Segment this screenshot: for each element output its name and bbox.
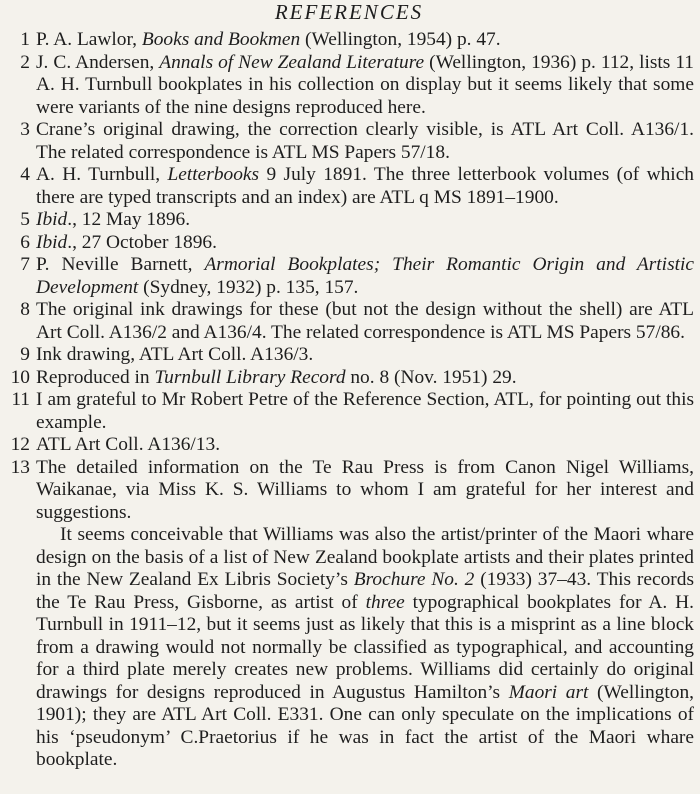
reference-note — [4, 209, 694, 232]
text-run: (Sydney, 1932) p. 135, 157. — [138, 276, 359, 298]
reference-note — [4, 52, 694, 120]
reference-note — [4, 434, 694, 457]
reference-text — [36, 389, 694, 434]
reference-text — [36, 164, 694, 209]
reference-number: 4 — [20, 164, 30, 185]
text-run: ., 12 May 1896. — [67, 209, 191, 230]
reference-number: 1 — [20, 29, 30, 50]
closing-paragraph — [36, 524, 694, 772]
text-run: P. A. Lawlor, — [36, 29, 142, 50]
reference-list — [4, 29, 694, 524]
text-run: no. 8 (Nov. 1951) 29. — [345, 366, 517, 388]
reference-text — [36, 434, 694, 457]
reference-text — [36, 29, 694, 52]
text-run: The detailed information on the Te Rau Press is from Canon Nigel Williams, Waikanae, via Miss K. S. Williams to whom I am grateful for her interest and suggestions. — [36, 456, 694, 523]
reference-number: 9 — [20, 344, 30, 365]
text-run: J. C. Andersen, — [36, 51, 160, 73]
reference-text — [36, 119, 694, 164]
reference-note — [4, 367, 694, 390]
text-run: (Wellington, 1936) p. 112, lists 11 A. H. Turnbull bookplates in his collection on display but it seems likely that some were variants of the nine designs reproduced here. — [36, 51, 694, 118]
reference-text — [36, 52, 694, 120]
reference-number: 2 — [20, 51, 30, 73]
reference-note — [4, 119, 694, 164]
italic-title: Ibid — [36, 209, 68, 230]
reference-text — [36, 344, 694, 367]
text-run: (Wellington, 1901); they are ATL Art Coll. E331. One can only speculate on the implications of his ‘pseudonym’ C.Praetorius if he was in fact the artist of the Maori whare bookplate. — [36, 681, 695, 770]
reference-number: 7 — [20, 254, 30, 275]
text-run: typographical bookplates for A. H. Turnbull in 1911–12, but it seems just as likely that this is a misprint as a line block from a drawing would not normally be classified as typographical, and accounting for a third plate merely creates new problems. Williams did certainly do original drawings for designs reproduced in Augustus Hamilton’s — [36, 591, 694, 703]
reference-text — [36, 209, 694, 232]
text-run: (1933) 37–43. This records the Te Rau Press, Gisborne, as artist of — [36, 569, 694, 613]
italic-title: Maori art — [508, 681, 589, 703]
italic-title: three — [365, 591, 405, 613]
reference-note — [4, 344, 694, 367]
text-run: P. Neville Barnett, — [36, 254, 205, 275]
reference-text — [36, 367, 694, 390]
text-run: A. H. Turnbull, — [36, 164, 168, 185]
reference-note — [4, 232, 694, 255]
reference-number: 8 — [20, 299, 30, 320]
italic-title: Letterbooks — [167, 164, 260, 185]
reference-number: 12 — [10, 434, 30, 455]
text-run: It seems conceivable that Williams was also the artist/printer of the Maori whare design on the basis of a list of New Zealand bookplate artists and their plates printed in the New Zealand Ex Libris Society’s — [36, 524, 694, 590]
italic-title: Armorial Bookplates; Their Romantic Origin and Artistic Development — [36, 254, 694, 298]
reference-text — [36, 254, 694, 299]
reference-note — [4, 389, 694, 434]
reference-note — [4, 29, 694, 52]
reference-number: 13 — [10, 456, 30, 478]
text-run: Reproduced in — [36, 366, 155, 388]
reference-number: 5 — [20, 209, 30, 230]
reference-number: 3 — [20, 119, 30, 140]
references-heading: REFERENCES — [274, 0, 424, 24]
italic-title: Books and Bookmen — [141, 29, 301, 50]
reference-number: 6 — [20, 231, 30, 253]
reference-text — [36, 457, 694, 525]
reference-number: 10 — [10, 366, 30, 388]
italic-title: Turnbull Library Record — [154, 366, 346, 388]
reference-text — [36, 299, 694, 344]
text-run: ., 27 October 1896. — [67, 231, 217, 253]
text-run: Crane’s original drawing, the correction clearly visible, is ATL Art Coll. A136/1. The related correspondence is ATL MS Papers 57/18. — [36, 119, 694, 163]
reference-note — [4, 254, 694, 299]
text-run: (Wellington, 1954) p. 47. — [300, 29, 501, 50]
text-run: 9 July 1891. The three letterbook volumes (of which there are typed transcripts and an index) are ATL q MS 1891–1900. — [36, 164, 694, 208]
reference-text — [36, 232, 694, 255]
reference-number: 11 — [11, 389, 30, 410]
italic-title: Ibid — [36, 231, 68, 253]
text-run: ATL Art Coll. A136/13. — [36, 434, 221, 455]
text-run: Ink drawing, ATL Art Coll. A136/3. — [36, 344, 314, 365]
text-run: The original ink drawings for these (but not the design without the shell) are ATL Art Coll. A136/2 and A136/4. The related correspondence is ATL MS Papers 57/86. — [36, 299, 694, 343]
reference-note — [4, 457, 694, 525]
reference-note — [4, 164, 694, 209]
italic-title: Annals of New Zealand Literature — [159, 51, 425, 73]
text-run: I am grateful to Mr Robert Petre of the Reference Section, ATL, for pointing out this example. — [36, 389, 694, 433]
reference-note — [4, 299, 694, 344]
italic-title: Brochure No. 2 — [353, 569, 475, 590]
